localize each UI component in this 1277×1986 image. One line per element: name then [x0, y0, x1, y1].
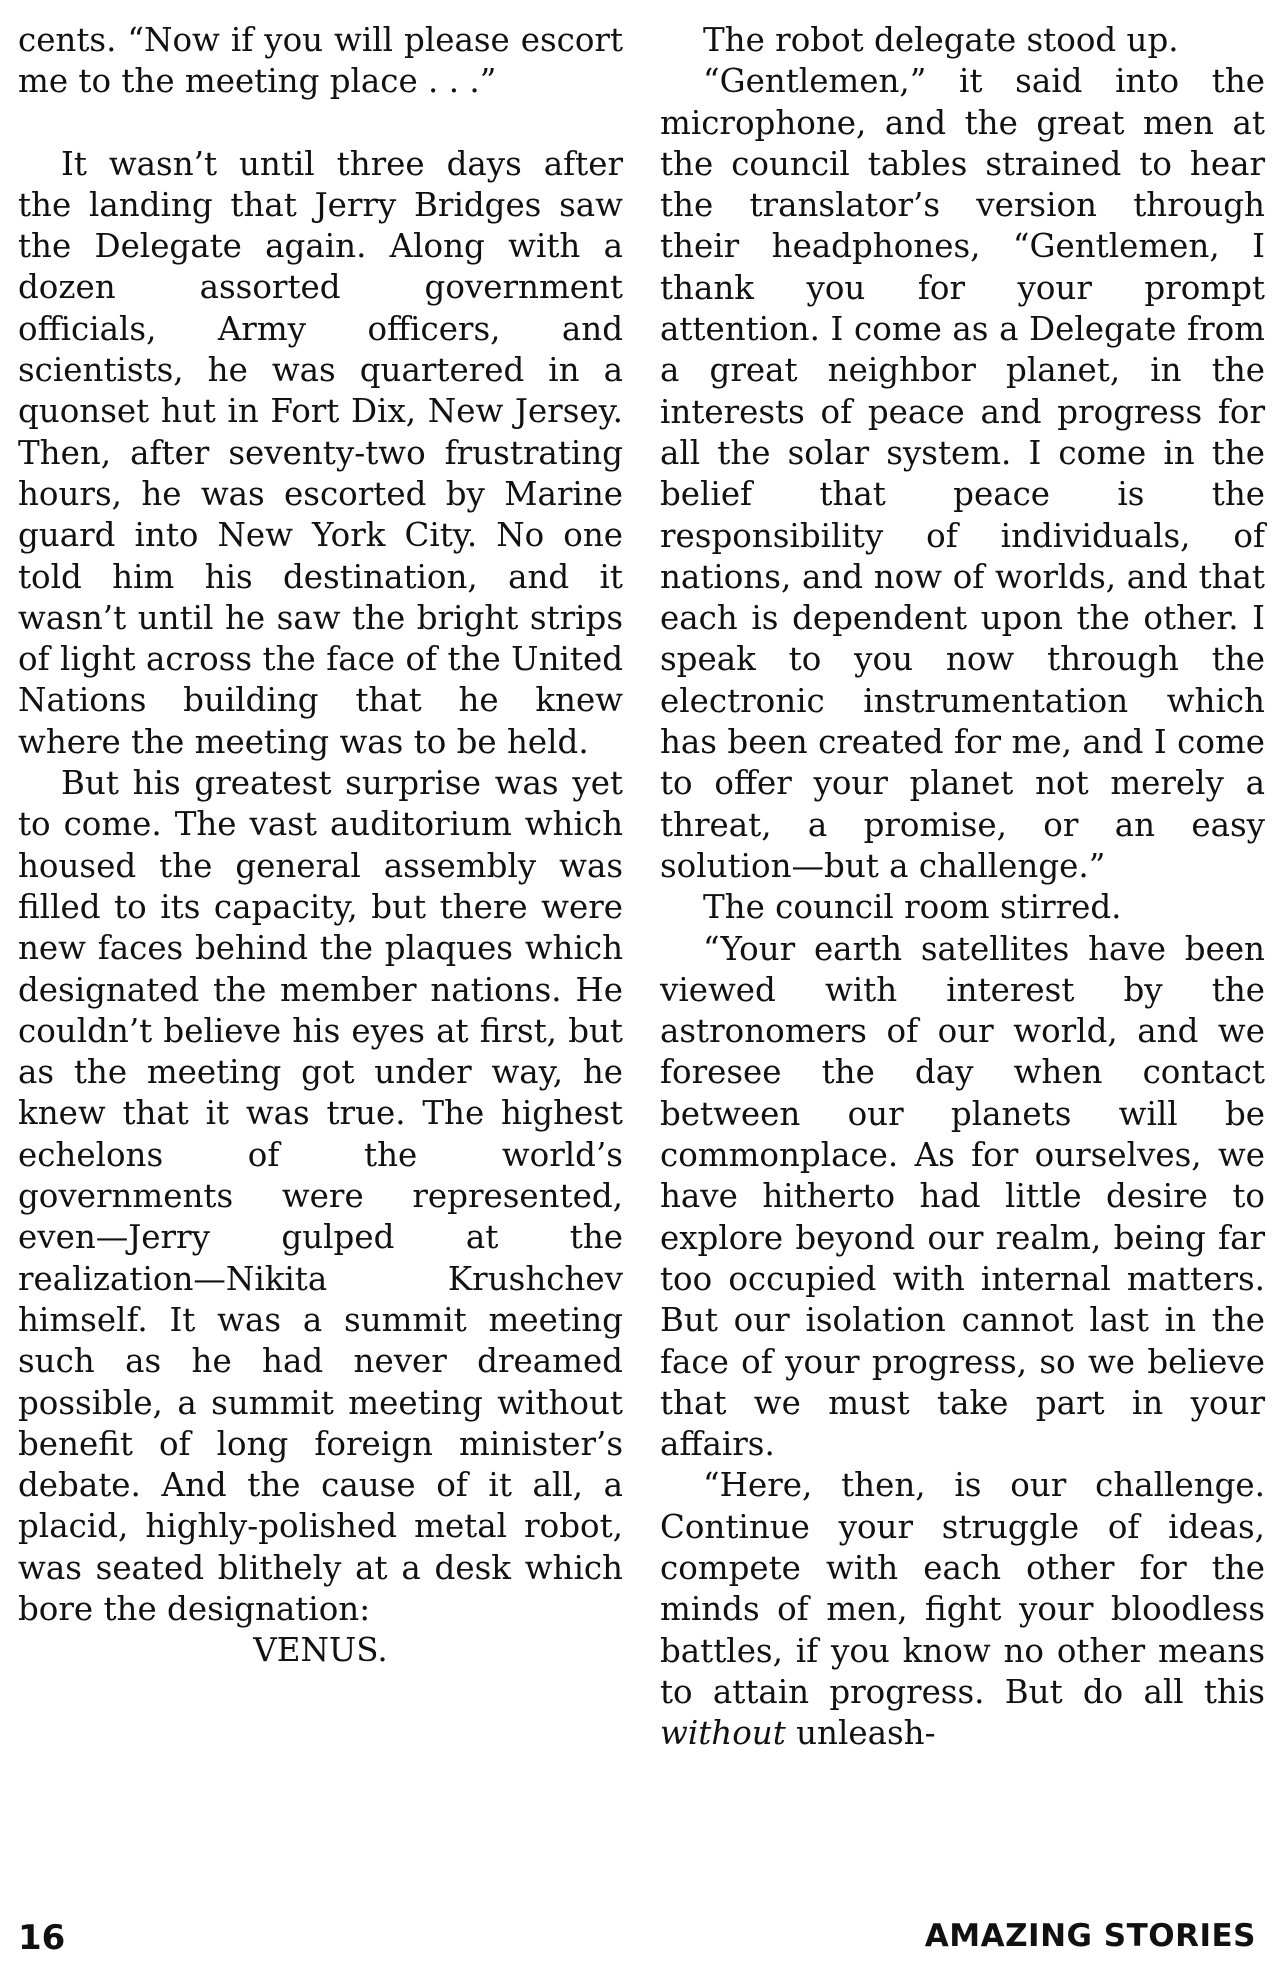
challenge-emphasis: without: [660, 1714, 786, 1753]
right-column: [660, 20, 1265, 1754]
paragraph-challenge: [660, 1465, 1265, 1754]
page-footer: [18, 1918, 1256, 1962]
paragraph-arrival: It wasn’t until three days after the landing that Jerry Bridges saw the Delegate again. Along with a dozen assorted government officials, Army officers, and scientists, he was quartered in a quonset hut in Fort Dix, New Jersey. Then, after seventy-two frustrating hours, he was escorted by Marine guard into New York City. No one told him his destination, and it wasn’t until he saw the bright strips of light across the face of the United Nations building that he knew where the meeting was to be held.: [18, 144, 623, 761]
paragraph-satellites: “Your earth satellites have been viewed with interest by the astronomers of our world, and we foresee the day when contact between our planets will be commonplace. As for ourselves, we have hitherto had little desire to explore beyond our realm, being far too occupied with internal matters. But our isolation cannot last in the face of your progress, so we believe that we must take part in your affairs.: [660, 929, 1265, 1464]
paragraph-robot-stands: The robot delegate stood up.: [703, 21, 1179, 59]
paragraph-continued: cents. “Now if you will please escort me to the meeting place . . .”: [18, 21, 623, 101]
paragraph-council-stirred: The council room stirred.: [703, 888, 1122, 927]
paragraph-assembly: But his greatest surprise was yet to come. The vast auditorium which housed the general assembly was filled to its capacity, but there were new faces behind the plaques which designated the member nations. He couldn’t believe his eyes at first, but as the meeting got under way, he knew that it was true. The highest echelons of the world’s governments were represented, even—Jerry gulped at the realization—Nikita Krushchev himself. It was a summit meeting such as he had never dreamed possible, a summit meeting without benefit of long foreign minister’s debate. And the cause of it all, a placid, highly-polished metal robot, was seated blithely at a desk which bore the designation:: [18, 764, 623, 1628]
challenge-text-end: unleash-: [785, 1714, 936, 1753]
page-number: 16: [18, 1918, 66, 1958]
challenge-text-start: “Here, then, is our challenge. Continue your struggle of ideas, compete with each other for the minds of men, fight your bloodless battles, if you know no other means to attain progress. But do all this: [660, 1466, 1265, 1711]
left-column: [18, 20, 623, 1672]
paragraph-robot-speech: “Gentlemen,” it said into the microphone, and the great men at the council tables strained to hear the translator’s version through their headphones, “Gentlemen, I thank you for your prompt attention. I come as a Delegate from a great neighbor planet, in the interests of peace and progress for all the solar system. I come in the belief that peace is the responsibility of individuals, of nations, and now of worlds, and that each is dependent upon the other. I speak to you now through the electronic instrumentation which has been created for me, and I come to offer your planet not merely a threat, a promise, or an easy solution—but a challenge.”: [660, 62, 1265, 885]
designation-venus: VENUS.: [253, 1631, 388, 1670]
running-head: AMAZING STORIES: [924, 1918, 1256, 1954]
